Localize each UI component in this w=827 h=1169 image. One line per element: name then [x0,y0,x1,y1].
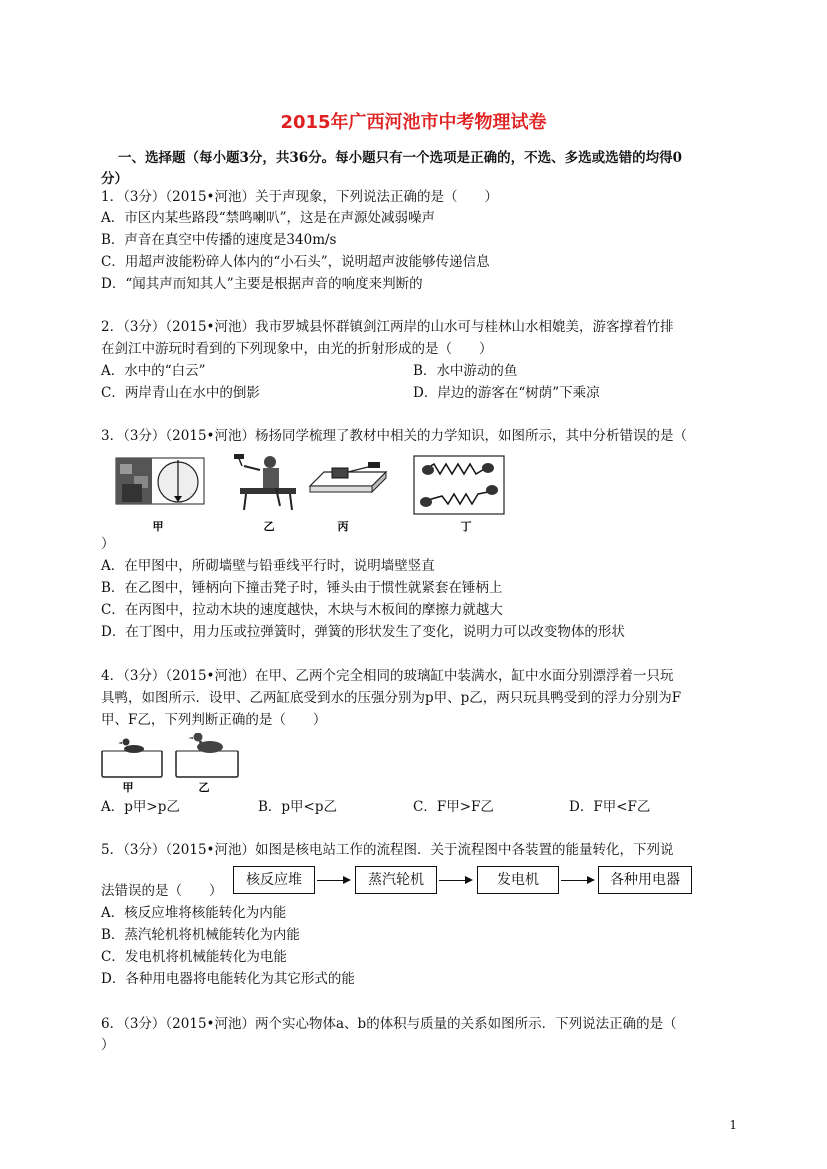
page-number: 1 [729,1118,737,1132]
q4-figure [100,733,250,795]
figure-yi-hammer-stool [234,454,296,510]
flow-arrow-3 [561,880,593,881]
flow-steam-turbine: 蒸汽轮机 [355,866,437,894]
figure-tank-yi [176,733,238,777]
q3-option-d: D．在丁图中，用力压或拉弹簧时，弹簧的形状发生了变化，说明力可以改变物体的形状 [101,624,625,640]
q4-stem-line1: 4．（3分）（2015•河池）在甲、乙两个完全相同的玻璃缸中装满水，缸中水面分别漂浮着一只玩 [101,668,674,684]
figure-ding-spring [414,456,504,514]
figure-label-jia: 甲 [152,520,164,533]
q2-option-c: C．两岸青山在水中的倒影 [101,385,260,401]
q4-option-b: B．p甲<p乙 [258,799,338,815]
q6-stem-line1: 6．（3分）（2015•河池）两个实心物体a、b的体积与质量的关系如图所示．下列说法正确的是（ [101,1016,677,1032]
flow-nuclear-reactor: 核反应堆 [233,866,315,894]
figure-jia-plumb-wall [116,458,204,504]
flow-appliances: 各种用电器 [598,866,692,894]
q2-option-a: A．水中的“白云” [101,363,206,379]
q5-option-a: A．核反应堆将核能转化为内能 [101,905,287,921]
q5-option-d: D．各种用电器将电能转化为其它形式的能 [101,971,355,987]
q4-option-a: A．p甲>p乙 [101,799,180,815]
q3-option-b: B．在乙图中，锤柄向下撞击凳子时，锤头由于惯性就紧套在锤柄上 [101,580,503,596]
figure-bing-block-board [310,462,386,492]
q3-figure [110,452,510,536]
q6-stem-line2: ） [101,1037,115,1053]
q5-stem-line1: 5．（3分）（2015•河池）如图是核电站工作的流程图．关于流程图中各装置的能量转化，下列说 [101,842,674,858]
q1-option-d: D．“闻其声而知其人”主要是根据声音的响度来判断的 [101,276,423,292]
flow-arrow-2 [439,880,471,881]
q2-option-b: B．水中游动的鱼 [413,363,518,379]
q5-option-b: B．蒸汽轮机将机械能转化为内能 [101,927,300,943]
section-heading-line1: 一、选择题（每小题3分，共36分。每小题只有一个选项是正确的，不选、多选或选错的均得0 [118,150,683,166]
q2-stem-line2: 在剑江中游玩时看到的下列现象中，由光的折射形成的是（ ） [101,341,493,357]
q3-option-a: A．在甲图中，所砌墙壁与铅垂线平行时，说明墙壁竖直 [101,558,435,574]
q4-option-c: C．F甲>F乙 [413,799,494,815]
figure-tank-jia [102,739,162,778]
page-title: 2015年广西河池市中考物理试卷 [280,112,547,133]
q3-stem-line2: ） [101,536,115,552]
q5-option-c: C．发电机将机械能转化为电能 [101,949,287,965]
tank-label-yi: 乙 [198,781,210,794]
q4-option-d: D．F甲<F乙 [569,799,651,815]
figure-label-bing: 丙 [337,520,349,533]
q1-option-c: C．用超声波能粉碎人体内的“小石头”，说明超声波能够传递信息 [101,254,490,270]
q5-stem-line2: 法错误的是（ ） [101,883,223,899]
q2-stem-line1: 2．（3分）（2015•河池）我市罗城县怀群镇剑江两岸的山水可与桂林山水相媲美，游客撑着竹排 [101,319,674,335]
q3-stem-line1: 3．（3分）（2015•河池）杨扬同学梳理了教材中相关的力学知识，如图所示，其中分析错误的是（ [101,428,687,444]
q4-stem-line3: 甲、F乙，下列判断正确的是（ ） [101,712,327,728]
flow-generator: 发电机 [477,866,559,894]
section-heading-line2: 分） [101,171,128,187]
q1-option-b: B．声音在真空中传播的速度是340m/s [101,232,337,248]
figure-label-yi: 乙 [263,520,275,533]
q4-stem-line2: 具鸭，如图所示．设甲、乙两缸底受到水的压强分别为p甲、p乙，两只玩具鸭受到的浮力分别为F [101,690,682,706]
q1-option-a: A．市区内某些路段“禁鸣喇叭”，这是在声源处减弱噪声 [101,210,436,226]
q3-option-c: C．在丙图中，拉动木块的速度越快，木块与木板间的摩擦力就越大 [101,602,503,618]
q1-stem: 1．（3分）（2015•河池）关于声现象，下列说法正确的是（ ） [101,189,498,205]
figure-label-ding: 丁 [460,520,472,533]
q2-option-d: D．岸边的游客在“树荫”下乘凉 [413,385,600,401]
flow-arrow-1 [317,880,349,881]
tank-label-jia: 甲 [122,781,134,794]
